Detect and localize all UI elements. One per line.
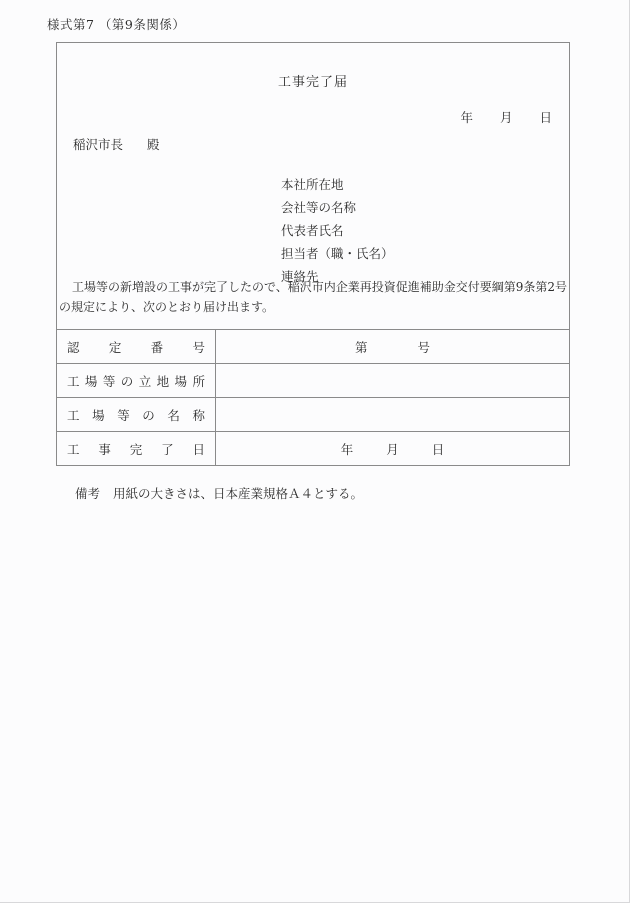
form-number-label: 様式第7 （第9条関係） bbox=[47, 17, 186, 32]
label-text: 工 場 等 の 名 称 bbox=[67, 407, 205, 423]
form-border-box bbox=[56, 42, 570, 466]
date-day-label: 日 bbox=[539, 110, 552, 125]
label-text: 工 場 等 の 立 地 場 所 bbox=[67, 373, 205, 389]
addressee-honorific: 殿 bbox=[147, 137, 160, 152]
cert-number-suffix: 号 bbox=[417, 339, 431, 355]
submission-date-line bbox=[460, 111, 552, 125]
completion-month-label: 月 bbox=[386, 441, 399, 457]
label-certification-number bbox=[57, 330, 216, 364]
remark-label: 備考 bbox=[75, 486, 101, 501]
remark-text: 用紙の大きさは、日本産業規格Ａ４とする。 bbox=[113, 486, 364, 501]
table-row-certification-number bbox=[57, 330, 570, 364]
value-completion-date bbox=[216, 432, 570, 466]
table-row-completion-date bbox=[57, 432, 570, 466]
date-month-label: 月 bbox=[499, 110, 513, 125]
value-certification-number bbox=[216, 330, 570, 364]
sender-field-contact-info: 連絡先 bbox=[281, 269, 319, 284]
cert-number-prefix: 第 bbox=[354, 339, 368, 355]
sender-field-head-office-address: 本社所在地 bbox=[281, 177, 344, 192]
body-line-1: 工場等の新増設の工事が完了したので、稲沢市内企業再投資促進補助金交付要綱第9条第2号 bbox=[72, 280, 568, 294]
completion-day-label: 日 bbox=[431, 441, 445, 457]
sender-fields-block bbox=[281, 173, 394, 288]
date-year-label: 年 bbox=[460, 110, 473, 125]
value-factory-location bbox=[216, 364, 570, 398]
addressee-name: 稲沢市長 bbox=[73, 137, 124, 152]
form-title: 工事完了届 bbox=[277, 75, 348, 90]
form-table bbox=[56, 329, 570, 466]
label-factory-location bbox=[57, 364, 216, 398]
body-line-2: の規定により、次のとおり届け出ます。 bbox=[59, 300, 275, 314]
remark-note bbox=[75, 486, 363, 501]
sender-field-contact-person: 担当者（職・氏名） bbox=[281, 246, 394, 261]
addressee-line bbox=[73, 138, 160, 152]
label-completion-date bbox=[57, 432, 216, 466]
label-text: 認 定 番 号 bbox=[67, 339, 205, 355]
value-factory-name bbox=[216, 398, 570, 432]
sender-field-company-name: 会社等の名称 bbox=[281, 200, 357, 215]
label-factory-name bbox=[57, 398, 216, 432]
table-row-factory-location bbox=[57, 364, 570, 398]
label-text: 工 事 完 了 日 bbox=[67, 441, 205, 457]
body-paragraph bbox=[59, 277, 567, 317]
sender-field-representative-name: 代表者氏名 bbox=[281, 223, 344, 238]
table-row-factory-name bbox=[57, 398, 570, 432]
completion-year-label: 年 bbox=[340, 441, 354, 457]
